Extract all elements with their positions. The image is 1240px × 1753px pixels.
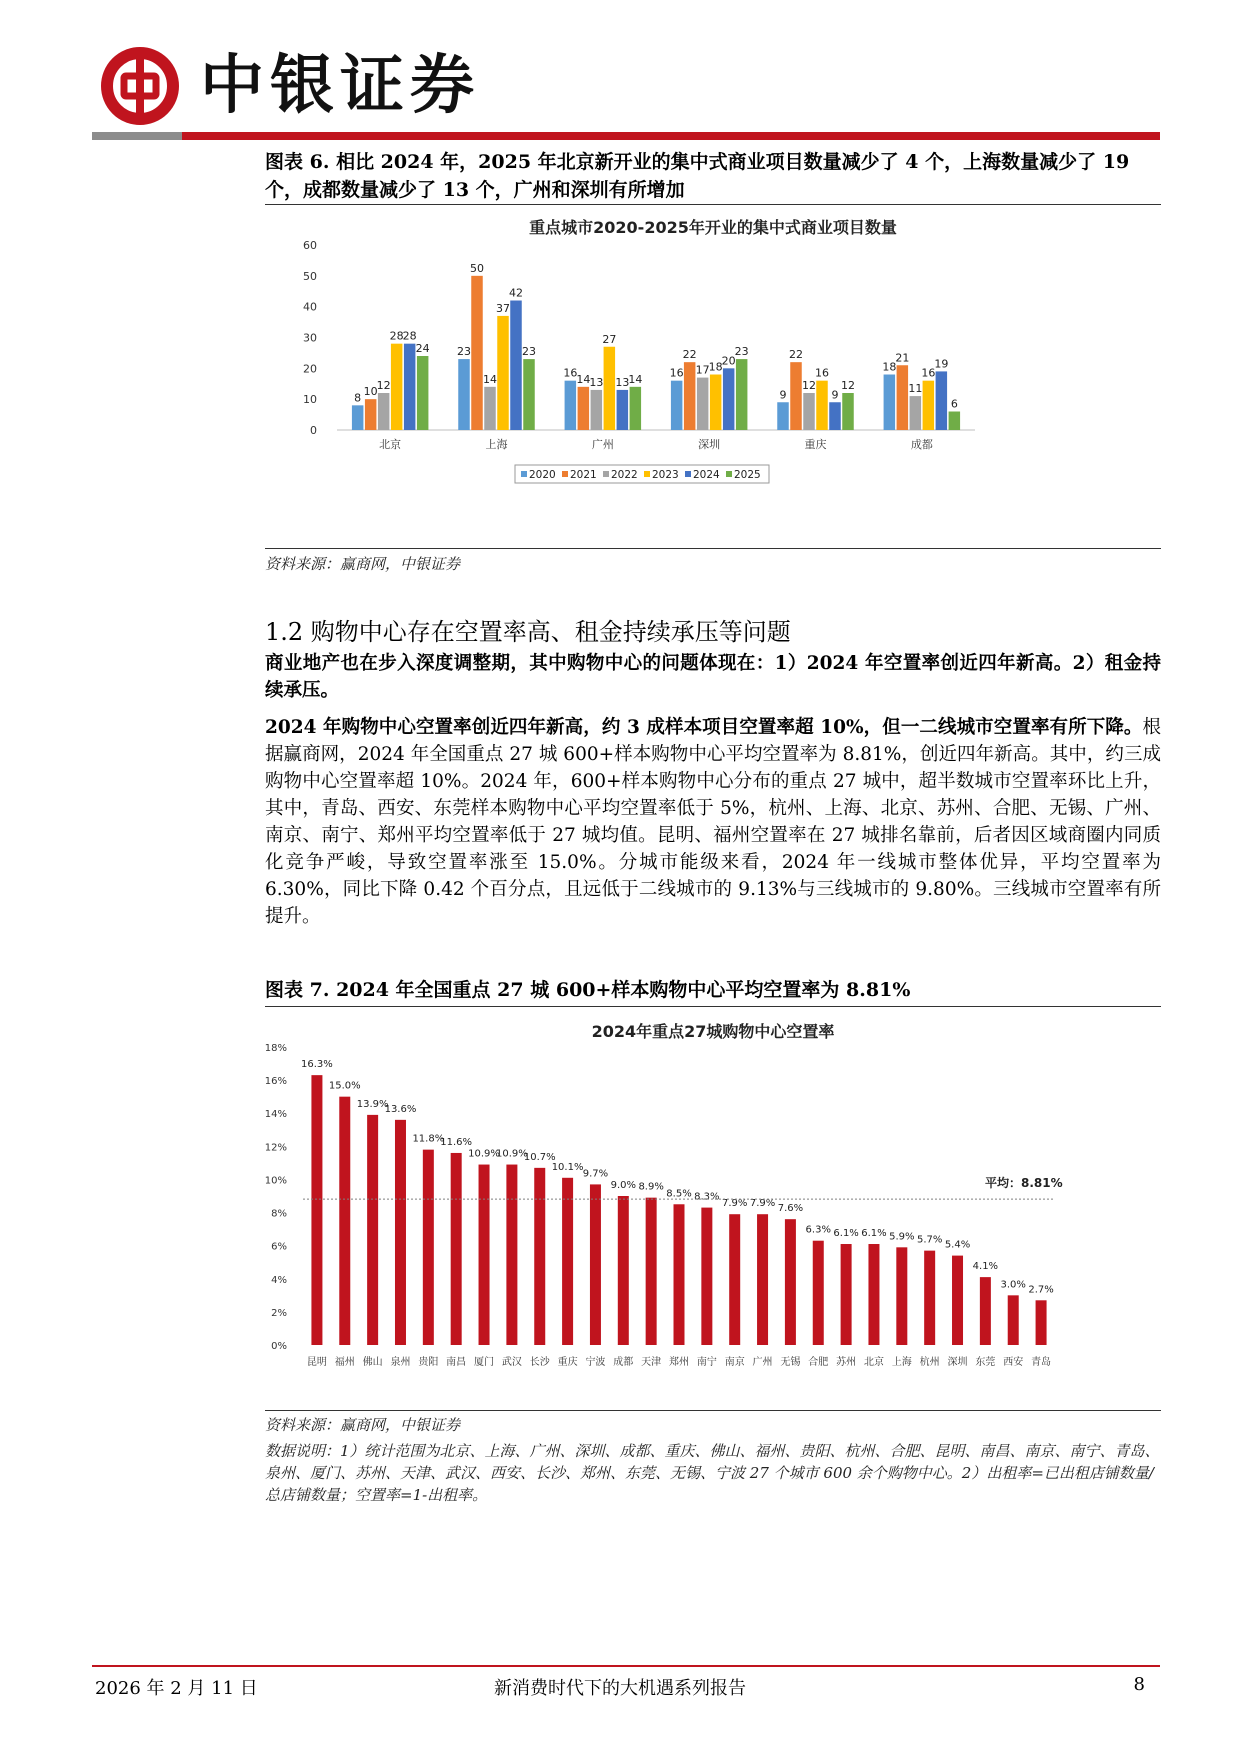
data-label: 3.0% — [1000, 1279, 1026, 1291]
legend-label: 2024 — [693, 469, 720, 481]
x-tick-label: 贵阳 — [418, 1357, 439, 1368]
average-label: 平均：8.81% — [985, 1176, 1063, 1191]
x-tick-label: 成都 — [910, 438, 933, 451]
bar — [591, 390, 603, 430]
x-tick-label: 上海 — [485, 438, 508, 451]
data-label: 8 — [354, 391, 362, 405]
data-label: 7.6% — [777, 1203, 804, 1215]
bar — [684, 362, 696, 430]
x-tick-label: 厦门 — [474, 1357, 495, 1368]
section-title: 1.2 购物中心存在空置率高、租金持续承压等问题 — [265, 618, 791, 646]
data-label: 6 — [950, 397, 958, 411]
data-label: 12 — [376, 379, 391, 392]
legend-label: 2023 — [652, 469, 679, 481]
x-tick-label: 上海 — [891, 1357, 912, 1368]
data-label: 13.9% — [356, 1098, 389, 1110]
chart-title: 重点城市2020-2025年开业的集中式商业项目数量 — [529, 218, 897, 237]
x-tick-label: 佛山 — [362, 1357, 383, 1368]
legend-label: 2022 — [611, 469, 638, 481]
bar — [842, 393, 854, 430]
brand-name: 中银证券 — [200, 48, 480, 123]
data-label: 27 — [602, 332, 617, 346]
y-tick-label: 16% — [265, 1076, 287, 1088]
data-label: 12 — [841, 379, 855, 392]
bar — [562, 1178, 573, 1345]
data-label: 11.8% — [412, 1133, 445, 1145]
data-label: 23 — [734, 345, 749, 359]
bar — [646, 1198, 657, 1345]
bar — [924, 1251, 935, 1345]
bar — [506, 1165, 517, 1345]
x-tick-label: 苏州 — [836, 1357, 857, 1368]
data-label: 7.9% — [749, 1198, 776, 1210]
bar — [479, 1165, 490, 1345]
y-tick-label: 10% — [265, 1175, 287, 1187]
x-tick-label: 昆明 — [306, 1357, 327, 1368]
data-label: 16 — [815, 366, 829, 380]
data-label: 12 — [802, 379, 816, 392]
x-tick-label: 青岛 — [1031, 1357, 1052, 1368]
bar — [896, 1247, 907, 1345]
bar — [523, 359, 535, 430]
x-tick-label: 泉州 — [390, 1357, 411, 1368]
data-label: 42 — [509, 286, 523, 300]
x-tick-label: 天津 — [641, 1357, 662, 1368]
bar — [710, 375, 722, 431]
bar — [701, 1208, 712, 1345]
bar — [736, 359, 748, 430]
legend-swatch — [726, 471, 732, 477]
footer-report-title: 新消费时代下的大机遇系列报告 — [494, 1678, 746, 1699]
bar — [458, 359, 470, 430]
figure7-bottom-rule — [265, 1410, 1161, 1411]
bar — [949, 412, 961, 431]
opening-projects-chart — [265, 215, 1161, 545]
legend-swatch — [521, 471, 527, 477]
data-label: 9.0% — [610, 1180, 636, 1191]
bar — [510, 301, 522, 431]
bar — [578, 387, 590, 430]
data-label: 22 — [789, 348, 803, 362]
header-bar-grey — [92, 132, 182, 140]
figure6-caption-line2: 个，成都数量减少了 13 个，广州和深圳有所增加 — [265, 179, 685, 201]
y-tick-label: 2% — [271, 1307, 287, 1319]
bar — [910, 396, 922, 430]
y-tick-label: 18% — [265, 1043, 287, 1054]
figure7-source: 资料来源：赢商网，中银证券 — [265, 1416, 461, 1434]
bar — [534, 1168, 545, 1345]
paragraph-bold-lead: 2024 年购物中心空置率创近四年新高，约 3 成样本项目空置率超 10%，但一二线城市空置率有所下降。 — [265, 717, 1143, 738]
y-tick-label: 4% — [271, 1274, 287, 1286]
y-tick-label: 14% — [265, 1109, 287, 1121]
x-tick-label: 福州 — [334, 1357, 355, 1368]
legend-swatch — [562, 471, 568, 477]
data-label: 10.1% — [551, 1161, 584, 1173]
data-label: 8.9% — [638, 1181, 664, 1193]
bank-of-china-logo-icon — [100, 46, 180, 126]
data-label: 5.9% — [889, 1231, 915, 1243]
bar — [923, 381, 935, 430]
x-tick-label: 无锡 — [780, 1357, 801, 1368]
data-label: 14 — [628, 372, 643, 386]
bar — [813, 1241, 824, 1345]
y-tick-label: 20 — [303, 362, 317, 376]
bar — [803, 393, 815, 430]
x-tick-label: 深圳 — [947, 1357, 968, 1368]
data-label: 21 — [895, 351, 910, 365]
data-label: 6.1% — [833, 1228, 859, 1240]
x-tick-label: 杭州 — [919, 1357, 940, 1368]
bar — [471, 276, 483, 430]
data-label: 7.9% — [722, 1198, 748, 1210]
x-tick-label: 广州 — [591, 438, 614, 451]
data-label: 15.0% — [328, 1080, 361, 1092]
figure7-caption: 图表 7. 2024 年全国重点 27 城 600+样本购物中心平均空置率为 8.81% — [265, 979, 911, 1001]
data-label: 20 — [721, 354, 736, 368]
bar — [590, 1184, 601, 1345]
x-tick-label: 成都 — [613, 1357, 634, 1368]
data-label: 6.1% — [861, 1228, 887, 1240]
x-tick-label: 重庆 — [557, 1357, 578, 1368]
figure6-bottom-rule — [265, 548, 1161, 549]
bar — [451, 1153, 462, 1345]
x-tick-label: 西安 — [1003, 1357, 1024, 1368]
section-paragraph — [265, 714, 1161, 930]
legend-label: 2021 — [570, 469, 597, 481]
data-label: 11.6% — [440, 1136, 473, 1148]
data-label: 37 — [496, 301, 510, 315]
bar — [841, 1244, 852, 1345]
y-tick-label: 50 — [303, 269, 317, 283]
y-tick-label: 10 — [303, 393, 317, 407]
page-number: 8 — [1133, 1674, 1145, 1695]
data-label: 10 — [363, 385, 378, 399]
x-tick-label: 广州 — [752, 1357, 773, 1368]
bar — [378, 393, 390, 430]
header-bar-red — [182, 132, 1160, 140]
data-label: 16 — [563, 366, 578, 380]
data-label: 11 — [908, 382, 923, 396]
y-tick-label: 6% — [271, 1241, 287, 1253]
data-label: 9 — [831, 388, 839, 402]
data-label: 24 — [415, 342, 430, 355]
data-label: 22 — [682, 348, 697, 362]
section-lead: 商业地产也在步入深度调整期，其中购物中心的问题体现在：1）2024 年空置率创近四年新高。2）租金持续承压。 — [265, 653, 1161, 701]
bar — [417, 356, 429, 430]
bar — [757, 1214, 768, 1345]
data-label: 16 — [921, 366, 936, 380]
bar — [723, 368, 735, 430]
figure6-top-rule — [265, 204, 1161, 205]
y-tick-label: 40 — [303, 300, 317, 314]
x-tick-label: 北京 — [379, 438, 402, 451]
y-tick-label: 12% — [265, 1142, 287, 1154]
data-label: 16 — [669, 366, 684, 380]
data-label: 19 — [934, 357, 949, 371]
data-label: 10.9% — [468, 1148, 500, 1160]
bar — [365, 399, 377, 430]
y-tick-label: 0% — [271, 1341, 287, 1352]
bar — [697, 378, 709, 430]
bar — [367, 1115, 378, 1345]
data-label: 13 — [615, 375, 630, 389]
figure7-data-note: 数据说明：1）统计范围为北京、上海、广州、深圳、成都、重庆、佛山、福州、贵阳、杭州、合肥、昆明、南昌、南京、南宁、青岛、泉州、厦门、苏州、天津、武汉、西安、长沙、郑州、东莞、无锡、宁波 27 个城市 600 余个购物中心。2）出租率=已出租店铺数量/总店铺数量；空置率=1-出租率。 — [265, 1442, 1160, 1504]
bar — [604, 347, 616, 430]
x-tick-label: 深圳 — [698, 438, 721, 451]
bar — [339, 1097, 350, 1345]
bar — [630, 387, 642, 430]
bar — [311, 1075, 322, 1345]
figure6-source: 资料来源：赢商网，中银证券 — [265, 555, 461, 573]
bar — [729, 1214, 740, 1345]
paragraph-body: 根据赢商网，2024 年全国重点 27 城 600+样本购物中心平均空置率为 8.81%，创近四年新高。其中，约三成购物中心空置率超 10%。2024 年，600+样本购物中心分布的重点 27 城中，超半数城市空置率环比上升，其中，青岛、西安、东莞样本购物中心平均空置率低于 5%，杭州、上海、北京、苏州、合肥、无锡、广州、南京、南宁、郑州平均空置率低于 27 城均值。昆明、福州空置率在 27 城排名靠前，后者因区域商圈内同质化竞争严峻，导致空置率涨至 15.0%。分城市能级来看，2024 年一线城市整体优异，平均空置率为 6.30%，同比下降 0.42 个百分点，且远低于二线城市的 9.13%与三线城市的 9.80%。三线城市空置率有所提升。 — [265, 717, 1161, 927]
data-label: 8.5% — [666, 1188, 692, 1200]
y-tick-label: 60 — [303, 239, 317, 252]
y-tick-label: 8% — [271, 1208, 287, 1220]
data-label: 16.3% — [301, 1059, 333, 1071]
bar — [404, 344, 416, 430]
data-label: 23 — [522, 345, 536, 359]
y-tick-label: 30 — [303, 331, 317, 345]
x-tick-label: 合肥 — [808, 1357, 829, 1368]
bar — [391, 344, 403, 430]
x-tick-label: 长沙 — [529, 1357, 550, 1368]
data-label: 5.4% — [944, 1239, 971, 1251]
bar — [777, 402, 789, 430]
chart-title: 2024年重点27城购物中心空置率 — [591, 1022, 835, 1041]
data-label: 4.1% — [972, 1261, 999, 1273]
data-label: 14 — [483, 372, 497, 386]
bar — [785, 1219, 796, 1345]
bar — [565, 381, 577, 430]
x-tick-label: 南昌 — [446, 1357, 467, 1368]
data-label: 28 — [389, 329, 404, 343]
bar — [952, 1256, 963, 1345]
figure6-caption — [265, 148, 1165, 204]
bar — [816, 381, 828, 430]
bar — [936, 371, 948, 430]
data-label: 13.6% — [384, 1103, 417, 1115]
bar — [674, 1204, 685, 1345]
footer-rule — [92, 1665, 1160, 1667]
data-label: 6.3% — [805, 1224, 831, 1236]
footer-date: 2026 年 2 月 11 日 — [95, 1678, 258, 1699]
data-label: 10.7% — [523, 1151, 556, 1163]
bar — [790, 362, 802, 430]
data-label: 18 — [882, 360, 897, 374]
data-label: 50 — [470, 261, 484, 275]
figure7-top-rule — [265, 1006, 1161, 1007]
vacancy-rate-chart — [265, 1017, 1161, 1407]
legend-label: 2025 — [734, 469, 761, 481]
x-tick-label: 宁波 — [585, 1357, 606, 1368]
data-label: 5.7% — [916, 1234, 943, 1246]
bar — [868, 1244, 879, 1345]
data-label: 13 — [589, 375, 604, 389]
legend-label: 2020 — [529, 469, 556, 481]
bar — [1008, 1295, 1019, 1345]
data-label: 18 — [708, 360, 723, 374]
data-label: 2.7% — [1028, 1284, 1054, 1296]
x-tick-label: 郑州 — [669, 1357, 689, 1368]
bar — [829, 402, 841, 430]
brand-header — [100, 44, 480, 128]
bar — [980, 1277, 991, 1345]
legend-swatch — [685, 471, 691, 477]
bar — [897, 365, 909, 430]
data-label: 10.9% — [495, 1148, 528, 1160]
x-tick-label: 东莞 — [975, 1357, 996, 1368]
bar — [1036, 1300, 1047, 1345]
bar — [618, 1196, 629, 1345]
bar — [671, 381, 683, 430]
x-tick-label: 北京 — [863, 1357, 884, 1368]
data-label: 17 — [695, 363, 710, 377]
bar — [497, 316, 509, 430]
data-label: 9.7% — [582, 1168, 609, 1180]
data-label: 9 — [779, 388, 787, 402]
x-tick-label: 南宁 — [696, 1357, 717, 1368]
bar — [617, 390, 629, 430]
bar — [423, 1150, 434, 1345]
x-tick-label: 南京 — [724, 1357, 745, 1368]
bar — [352, 405, 364, 430]
data-label: 23 — [457, 345, 471, 359]
legend-swatch — [603, 471, 609, 477]
data-label: 28 — [402, 329, 417, 343]
data-label: 14 — [576, 372, 591, 386]
y-tick-label: 0 — [310, 424, 317, 437]
bar — [884, 375, 896, 431]
legend-swatch — [644, 471, 650, 477]
x-tick-label: 重庆 — [804, 438, 827, 451]
figure6-caption-line1: 图表 6. 相比 2024 年，2025 年北京新开业的集中式商业项目数量减少了 4 个，上海数量减少了 19 — [265, 151, 1130, 173]
bar — [395, 1120, 406, 1345]
data-label: 8.3% — [694, 1191, 720, 1203]
x-tick-label: 武汉 — [501, 1357, 522, 1368]
bar — [484, 387, 496, 430]
